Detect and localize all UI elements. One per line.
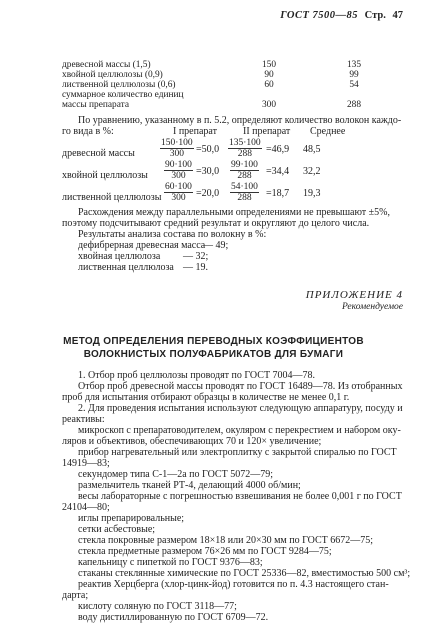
- calc-average: 32,2: [303, 166, 321, 177]
- paragraph-line: Расхождения между параллельными определениями не превышают ±5%,: [78, 207, 390, 218]
- table-row-label: лиственной целлюлозы (0,6): [62, 80, 176, 90]
- page-header: [276, 10, 403, 21]
- table-cell-value: 90: [264, 70, 274, 80]
- standard-number: ГОСТ 7500—85: [280, 10, 359, 21]
- table-row-label: хвойной целлюлозы (0,9): [62, 70, 163, 80]
- fraction-denominator: 288: [237, 171, 252, 181]
- body-line: весы лабораторные с погрешностью взвешивания не более 0,001 г по ГОСТ: [78, 491, 402, 502]
- table-cell-value: 288: [346, 100, 362, 110]
- body-line: стекла покровные размером 18×18 или 20×30 мм по ГОСТ 6672—75;: [78, 535, 374, 546]
- table-row-label: суммарное количество единиц: [62, 90, 184, 100]
- body-line: сетки асбестовые;: [78, 524, 156, 535]
- result-label: лиственная целлюлоза: [78, 262, 174, 273]
- calc-label: лиственной целлюлозы: [62, 192, 162, 203]
- intro-line: По уравнению, указанному в п. 5.2, определяют количество волокон каждо-: [78, 115, 402, 126]
- calc-average: 48,5: [303, 144, 321, 155]
- body-line: воду дистиллированную по ГОСТ 6709—72.: [78, 612, 269, 623]
- column-header: II препарат: [243, 126, 291, 137]
- result-label: дефибрерная древесная масса: [78, 240, 206, 251]
- result-value: — 49;: [203, 240, 229, 251]
- page-number: 47: [392, 10, 403, 21]
- body-line: дарта;: [62, 590, 89, 601]
- body-line: реактив Херцберга (хлор-цинк-йод) готовится по п. 4.3 настоящего стан-: [78, 579, 389, 590]
- body-line: Отбор проб древесной массы проводят по ГОСТ 16489—78. Из отобранных: [78, 381, 403, 392]
- fraction-denominator: 300: [171, 171, 186, 181]
- body-line: стаканы стеклянные химические по ГОСТ 25336—82, вместимостью 500 см³;: [78, 568, 411, 579]
- result-value: — 19.: [183, 262, 208, 273]
- table-cell-value: 99: [349, 70, 359, 80]
- table-cell-value: 150: [261, 60, 277, 70]
- body-line: 1. Отбор проб целлюлозы проводят по ГОСТ 7004—78.: [78, 370, 316, 381]
- fraction-numerator: 90·100: [165, 160, 192, 170]
- fraction-numerator: 60·100: [165, 182, 192, 192]
- method-title-line: МЕТОД ОПРЕДЕЛЕНИЯ ПЕРЕВОДНЫХ КОЭФФИЦИЕНТОВ: [63, 336, 364, 347]
- body-line: проб для испытания отбирают образцы в количестве не менее 0,1 г.: [62, 392, 350, 403]
- fraction-numerator: 135·100: [229, 138, 261, 148]
- fraction: [228, 138, 262, 159]
- appendix-subtitle: Рекомендуемое: [341, 302, 403, 312]
- fraction-denominator: 288: [237, 149, 252, 159]
- body-line: размельчитель тканей РТ-4, делающий 4000 об/мин;: [78, 480, 301, 491]
- body-line: стекла предметные размером 76×26 мм по ГОСТ 9284—75;: [78, 546, 332, 557]
- paragraph-line: поэтому подсчитывают средний результат и округляют до целого числа.: [62, 218, 370, 229]
- body-line: кислоту соляную по ГОСТ 3118—77;: [78, 601, 237, 612]
- fraction: [230, 182, 259, 203]
- calc-average: 19,3: [303, 188, 321, 199]
- table-cell-value: 60: [264, 80, 274, 90]
- body-line: реактивы:: [62, 414, 105, 425]
- intro-line: го вида в %:: [62, 126, 114, 137]
- method-title-line: ВОЛОКНИСТЫХ ПОЛУФАБРИКАТОВ ДЛЯ БУМАГИ: [83, 349, 344, 360]
- fraction-denominator: 288: [237, 193, 252, 203]
- calc-result: =34,4: [266, 166, 290, 177]
- body-line: 14919—83;: [62, 458, 110, 469]
- column-header: I препарат: [173, 126, 217, 137]
- fraction-numerator: 150·100: [161, 138, 193, 148]
- body-line: 24104—80;: [62, 502, 110, 513]
- body-line: ляров и объективов, обеспечивающих 70 и 120× увеличение;: [62, 436, 322, 447]
- body-line: микроскоп с препаратоводителем, окуляром с перекрестием и набором оку-: [78, 425, 401, 436]
- body-line: прибор нагревательный или электроплитку с закрытой спиралью по ГОСТ: [78, 447, 397, 458]
- paragraph-line: Результаты анализа состава по волокну в %:: [78, 229, 267, 240]
- table-row-label: массы препарата: [62, 100, 130, 110]
- fraction-denominator: 300: [169, 149, 184, 159]
- body-line: капельницу с пипеткой по ГОСТ 9376—83;: [78, 557, 263, 568]
- calc-label: древесной массы: [62, 148, 135, 159]
- fraction-denominator: 300: [171, 193, 186, 203]
- fraction: [230, 160, 259, 181]
- result-value: — 32;: [183, 251, 209, 262]
- page-label: Стр.: [364, 10, 386, 21]
- fraction: [164, 182, 193, 203]
- calc-label: хвойной целлюлозы: [62, 170, 148, 181]
- calc-result: =50,0: [196, 144, 220, 155]
- table-cell-value: 135: [346, 60, 362, 70]
- fraction: [160, 138, 194, 159]
- fraction: [164, 160, 193, 181]
- calc-result: =30,0: [196, 166, 220, 177]
- calc-result: =20,0: [196, 188, 220, 199]
- table-cell-value: 54: [349, 80, 359, 90]
- result-label: хвойная целлюлоза: [78, 251, 161, 262]
- calc-result: =46,9: [266, 144, 290, 155]
- body-line: 2. Для проведения испытания используют следующую аппаратуру, посуду и: [78, 403, 403, 414]
- table-row-label: древесной массы (1,5): [62, 60, 151, 70]
- column-header: Среднее: [310, 126, 346, 137]
- fraction-numerator: 54·100: [231, 182, 258, 192]
- table-cell-value: 300: [261, 100, 277, 110]
- body-line: секундомер типа С-1—2а по ГОСТ 5072—79;: [78, 469, 273, 480]
- fraction-numerator: 99·100: [231, 160, 258, 170]
- calc-result: =18,7: [266, 188, 290, 199]
- body-line: иглы препарировальные;: [78, 513, 185, 524]
- appendix-title: ПРИЛОЖЕНИЕ 4: [305, 289, 403, 301]
